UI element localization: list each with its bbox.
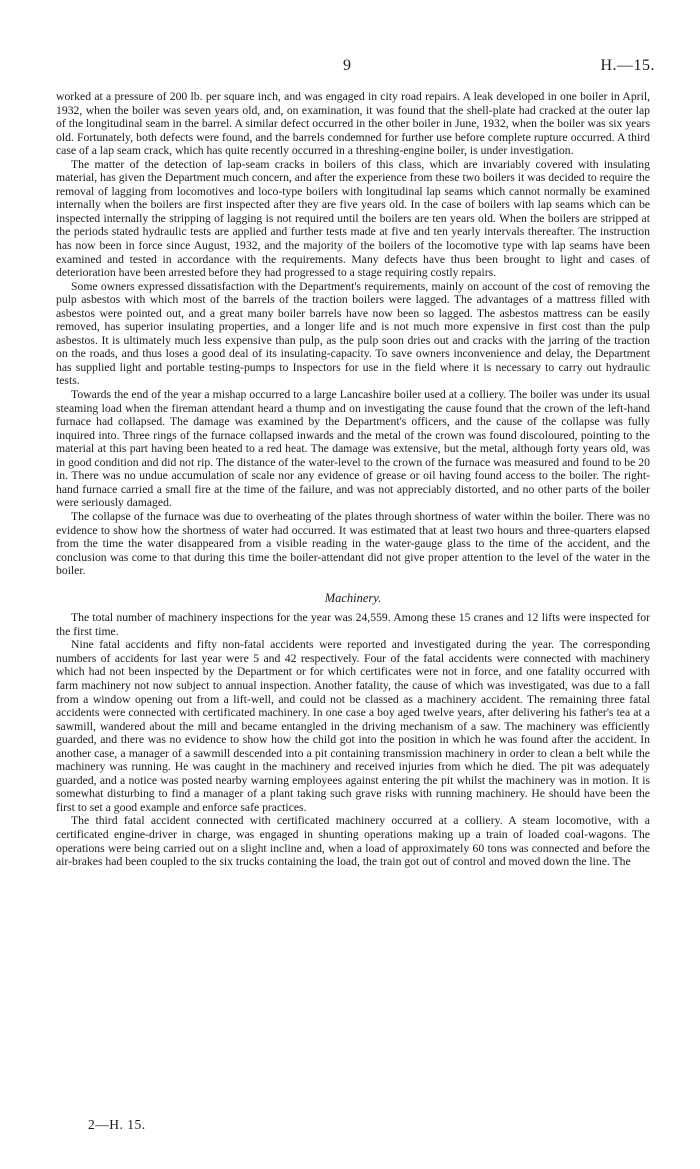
page-number: 9 (343, 57, 351, 74)
paragraph: Towards the end of the year a mishap occurred to a large Lancashire boiler used at a colliery. The boiler was under its usual steaming load when the fireman attendant heard a thump and on investigating the cause found that the crown of the left-hand furnace had collapsed. The damage was examined by the Department's officers, and the cause of the collapse was fully inquired into. Three rings of the furnace collapsed inwards and the metal of the crown was found discoloured, pointing to the material at this part having been heated to a red heat. The damage was extensive, but the metal, although forty years old, was in good condition and did not rip. The distance of the water-level to the crown of the furnace was measured and found to be 20 in. There was no undue accumulation of scale nor any evidence of grease or oil having found access to the boiler. The right-hand furnace carried a small fire at the time of the failure, and was not appreciably distorted, and no other parts of the boiler were seriously damaged. (56, 388, 650, 510)
paragraph: Nine fatal accidents and fifty non-fatal accidents were reported and investigated during the year. The corresponding numbers of accidents for last year were 5 and 42 respectively. Four of the fatal accidents were connected with machinery which had not been inspected by the Department or for which certificates were not in force, and one fatality occurred with farm machinery not now subject to annual inspection. Another fatality, the cause of which was investigated, was due to a fall from a window opening out from a lift-well, and could not be classed as a machinery accident. The remaining three fatal accidents were connected with certificated machinery. In one case a boy aged twelve years, after delivering his father's tea at a sawmill, wandered about the mill and became entangled in the driving mechanism of a saw. The machinery was efficiently guarded, and there was no evidence to show how the child got into the position in which he was found after the accident. In another case, a manager of a sawmill descended into a pit containing transmission machinery in order to clean a belt while the machinery was running. He was caught in the machinery and received injuries from which he died. The pit was adequately guarded, and a notice was posted nearby warning employees against entering the pit whilst the machinery was in motion. It is somewhat disturbing to find a manager of a plant taking such grave risks with running machinery. He should have been the first to set a good example and enforce safe practices. (56, 638, 650, 814)
paragraph: The total number of machinery inspections for the year was 24,559. Among these 15 cranes and 12 lifts were inspected for the first time. (56, 611, 650, 638)
paragraph: The collapse of the furnace was due to overheating of the plates through shortness of water within the boiler. There was no evidence to show how the shortness of water had occurred. It was estimated that at least two hours and three-quarters elapsed from the time the water disappeared from a visible reading in the water-gauge glass to the time of the accident, and the conclusion was come to that during this time the boiler-attendant did not give proper attention to the level of the water in the boiler. (56, 509, 650, 578)
body-text (56, 90, 650, 869)
paragraph: Some owners expressed dissatisfaction with the Department's requirements, mainly on account of the cost of removing the pulp asbestos with which most of the barrels of the traction boilers were lagged. The advantages of a mattress filled with asbestos were pointed out, and a great many boiler barrels have now been so lagged. The asbestos mattress can be easily removed, has superior insulating properties, and a longer life and is not much more expensive in first cost than the pulp asbestos. It is ultimately much less expensive than pulp, as the pulp soon dries out and cracks with the jarring of the traction on the roads, and thus loses a good deal of its insulating-capacity. To save owners inconvenience and delay, the Department has supplied light and portable testing-pumps to Inspectors for use in the field where it is necessary to carry out hydraulic tests. (56, 279, 650, 388)
section-heading: Machinery. (324, 590, 382, 605)
document-reference: H.—15. (600, 57, 655, 74)
paragraph: worked at a pressure of 200 lb. per square inch, and was engaged in city road repairs. A leak developed in one boiler in April, 1932, when the boiler was seven years old, and, on examination, it was found that the shell-plate had cracked at the outer lap of the longitudinal seam in the barrel. A similar defect occurred in the other boiler in June, 1932, when the boiler was six years old. Fortunately, both defects were found, and the barrels condemned for further use before complete rupture occurred. A third case of a lap seam crack, which has quite recently occurred in a threshing-engine boiler, is under investigation. (56, 90, 650, 158)
paragraph: The matter of the detection of lap-seam cracks in boilers of this class, which are invariably covered with insulating material, has given the Department much concern, and after the experience from these two boilers it was decided to require the removal of lagging from locomotives and loco-type boilers with longitudinal lap seams which cannot normally be examined internally when the boilers are first inspected after they are five years old. In the case of boilers with lap seams which can be inspected internally the stripping of lagging is not required until the boilers are ten years old. When the boilers are stripped at the periods stated hydraulic tests are applied and further tests made at five and ten yearly intervals thereafter. The instruction has now been in force since August, 1932, and the majority of the boilers of the locomotive type with lap seams have been examined and tested in accordance with the requirements. Many defects have thus been brought to light and cases of deterioration have been arrested before they had progressed to a stage requiring costly repairs. (56, 157, 650, 280)
footer-signature: 2—H. 15. (88, 1117, 146, 1132)
paragraph: The third fatal accident connected with certificated machinery occurred at a colliery. A steam locomotive, with a certificated engine-driver in charge, was engaged in shunting operations making up a train of loaded coal-wagons. The operations were being carried out on a slight incline and, when a load of approximately 60 tons was connected and before the air-brakes had been coupled to the six trucks containing the load, the train got out of control and moved down the line. The (56, 814, 650, 869)
page-header (0, 57, 700, 79)
